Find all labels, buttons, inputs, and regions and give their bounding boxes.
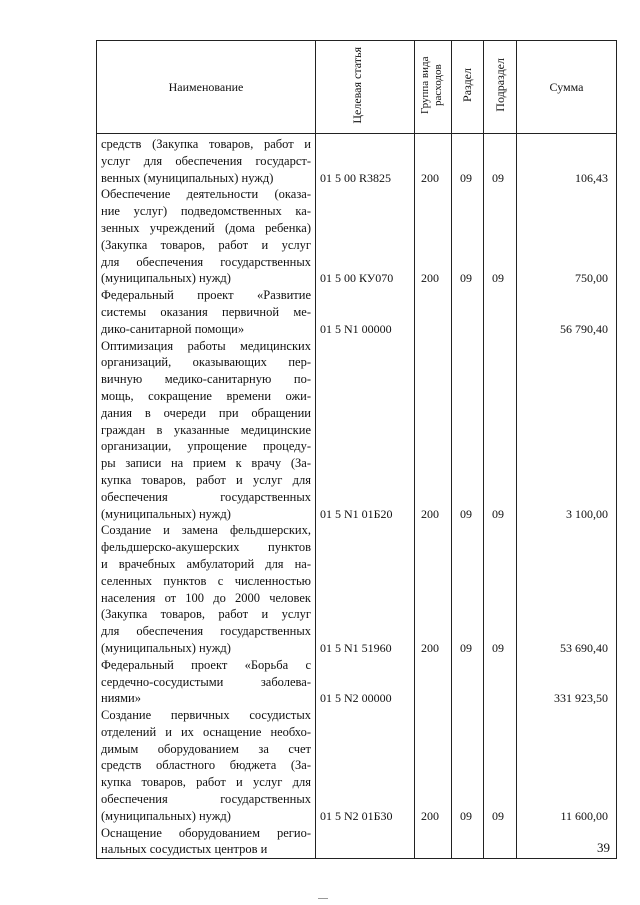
row-sum: 331 923,50 <box>554 691 608 706</box>
row-name-line: средств (Закупка товаров, работ и <box>101 137 311 151</box>
table-header-row <box>97 41 617 134</box>
row-sum: 106,43 <box>575 170 608 185</box>
row-name-line: Оснащение оборудованием регио- <box>101 825 311 840</box>
row-name-line: (муниципальных) нужд) <box>101 506 231 521</box>
row-subsection: 09 <box>492 641 504 655</box>
row-name-line: Федеральный проект «Борьба с <box>101 657 311 672</box>
row-code: 01 5 N1 51960 <box>320 641 392 655</box>
row-name-line: димым оборудованием за счет <box>101 741 311 756</box>
row-name-line: организации, упрощение процеду- <box>101 439 311 454</box>
row-subsection: 09 <box>492 809 504 823</box>
row-name-line: сердечно-сосудистыми заболева- <box>101 674 311 689</box>
row-name-line: (муниципальных) нужд) <box>101 808 231 823</box>
row-sum: 3 100,00 <box>566 506 608 521</box>
target-article-column <box>316 134 415 859</box>
row-section: 09 <box>460 641 472 655</box>
row-group: 200 <box>421 506 439 521</box>
row-code: 01 5 N2 01Б30 <box>320 809 393 823</box>
row-name-line: Федеральный проект «Развитие <box>101 288 311 303</box>
budget-table <box>96 40 617 859</box>
row-name-line: фельдшерско-акушерских пунктов <box>101 540 311 555</box>
scan-mark <box>318 898 328 899</box>
row-name-line: и врачебных амбулаторий для на- <box>101 556 311 571</box>
row-code: 01 5 N1 01Б20 <box>320 506 393 521</box>
row-name-line: мощь, сокращение времени ожи- <box>101 388 311 403</box>
header-target-article: Целевая статья <box>316 41 415 134</box>
row-name-line: нальных сосудистых центров и <box>101 842 268 857</box>
row-name-line: купка товаров, работ и услуг для <box>101 775 311 790</box>
row-code: 01 5 00 R3825 <box>320 170 392 185</box>
row-name-line: граждан в указанные медицинские <box>101 422 311 437</box>
row-group: 200 <box>421 809 439 823</box>
row-name <box>101 136 311 186</box>
row-section: 09 <box>460 170 472 185</box>
row-subsection: 09 <box>492 170 504 185</box>
row-code: 01 5 N2 00000 <box>320 691 392 706</box>
row-name <box>101 657 311 707</box>
row-name-line: (Закупка товаров, работ и услуг <box>101 237 311 252</box>
row-name-line: обеспечения государственных <box>101 792 311 807</box>
row-name-line: населения от 100 до 2000 человек <box>101 590 311 605</box>
row-group: 200 <box>421 170 439 185</box>
row-name-line: Создание и замена фельдшерских, <box>101 523 311 538</box>
row-section: 09 <box>460 809 472 823</box>
row-name <box>101 338 311 523</box>
row-name-line: Оптимизация работы медицинских <box>101 338 311 353</box>
row-name-line: дико-санитарной помощи» <box>101 321 245 336</box>
row-name-line: системы оказания первичной ме- <box>101 304 311 319</box>
row-name-line: венных (муниципальных) нужд) <box>101 170 274 185</box>
row-name-line: отделений и их оснащение необхо- <box>101 724 311 739</box>
row-code: 01 5 N1 00000 <box>320 321 392 336</box>
row-section: 09 <box>460 506 472 521</box>
row-subsection: 09 <box>492 506 504 521</box>
header-sum: Сумма <box>517 41 617 134</box>
header-expense-group: Группа вида расходов <box>415 41 452 134</box>
row-subsection: 09 <box>492 271 504 286</box>
sum-column <box>517 134 617 859</box>
row-group: 200 <box>421 271 439 286</box>
row-sum: 53 690,40 <box>560 641 608 655</box>
row-name-line: Обеспечение деятельности (оказа- <box>101 187 311 202</box>
row-name-line: (Закупка товаров, работ и услуг <box>101 607 311 622</box>
row-name-line: зенных учреждений (дома ребенка) <box>101 220 311 235</box>
row-name-line: ниями» <box>101 691 141 706</box>
row-name-line: купка товаров, работ и услуг для <box>101 472 311 487</box>
row-name-line: услуг для обеспечения государст- <box>101 153 311 168</box>
row-name-line: (муниципальных) нужд) <box>101 640 231 655</box>
row-sum: 750,00 <box>575 271 608 286</box>
row-name <box>101 825 311 859</box>
row-section: 09 <box>460 271 472 286</box>
row-name-line: организаций, оказывающих пер- <box>101 355 311 370</box>
row-code: 01 5 00 КУ070 <box>320 271 394 286</box>
row-name-line: селенных пунктов с численностью <box>101 573 311 588</box>
name-column <box>97 134 316 859</box>
table-body-row <box>97 134 617 859</box>
header-name: Наименование <box>97 41 316 134</box>
row-name <box>101 707 311 825</box>
section-column <box>452 134 484 859</box>
row-name <box>101 287 311 337</box>
row-name <box>101 522 311 656</box>
subsection-column <box>484 134 517 859</box>
expense-group-column <box>415 134 452 859</box>
row-name-line: дания в очереди при обращении <box>101 405 311 420</box>
page-number: 39 <box>597 840 610 855</box>
row-name <box>101 186 311 287</box>
row-name-line: средств областного бюджета (За- <box>101 758 311 773</box>
row-sum: 11 600,00 <box>560 809 608 823</box>
row-name-line: ние услуг) подведомственных ка- <box>101 204 311 219</box>
row-name-line: обеспечения государственных <box>101 489 311 504</box>
row-name-line: ры записи на прием к врачу (За- <box>101 456 311 471</box>
row-sum: 56 790,40 <box>560 321 608 336</box>
row-name-line: вичную медико-санитарную по- <box>101 372 311 387</box>
header-section: Раздел <box>452 41 484 134</box>
header-subsection: Подраздел <box>484 41 517 134</box>
row-name-line: для обеспечения государственных <box>101 254 311 269</box>
row-group: 200 <box>421 641 439 655</box>
row-name-line: (муниципальных) нужд) <box>101 271 231 286</box>
row-name-line: для обеспечения государственных <box>101 624 311 639</box>
row-name-line: Создание первичных сосудистых <box>101 708 311 723</box>
